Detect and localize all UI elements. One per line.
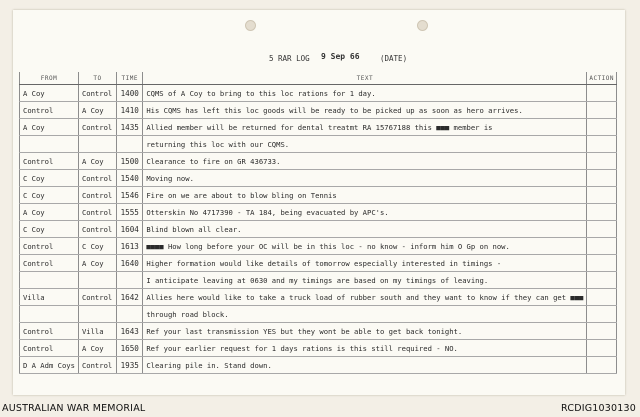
cell-text: Fire on we are about to blow bling on Tennis (143, 187, 587, 204)
cell-time (117, 272, 143, 289)
cell-to: Control (78, 187, 116, 204)
cell-to: A Coy (78, 255, 116, 272)
cell-action (587, 170, 617, 187)
log-table (19, 72, 617, 374)
cell-text: Allied member will be returned for dental treatmt RA 15767188 this ■■■ member is (143, 119, 587, 136)
cell-from: Villa (20, 289, 79, 306)
table-row (20, 221, 617, 238)
cell-to (78, 136, 116, 153)
column-header-from: FROM (20, 72, 79, 85)
cell-to (78, 306, 116, 323)
cell-text: His CQMS has left this loc goods will be ready to be picked up as soon as hero arrives. (143, 102, 587, 119)
cell-time (117, 136, 143, 153)
log-table-header-row (20, 72, 617, 85)
cell-action (587, 340, 617, 357)
cell-action (587, 238, 617, 255)
cell-time: 1555 (117, 204, 143, 221)
cell-action (587, 119, 617, 136)
column-header-text: TEXT (143, 72, 587, 85)
cell-text: ■■■■ How long before your OC will be in this loc - no know - inform him O Gp on now. (143, 238, 587, 255)
log-sheet (13, 10, 625, 395)
cell-from (20, 272, 79, 289)
cell-action (587, 357, 617, 374)
cell-to: Control (78, 119, 116, 136)
table-row (20, 357, 617, 374)
cell-from: D A Adm Coys (20, 357, 79, 374)
cell-time: 1546 (117, 187, 143, 204)
cell-time: 1613 (117, 238, 143, 255)
cell-from (20, 306, 79, 323)
cell-time: 1500 (117, 153, 143, 170)
cell-from: Control (20, 102, 79, 119)
cell-text: I anticipate leaving at 0630 and my timings are based on my timings of leaving. (143, 272, 587, 289)
cell-from: C Coy (20, 221, 79, 238)
cell-to: C Coy (78, 238, 116, 255)
cell-from: Control (20, 255, 79, 272)
cell-from: A Coy (20, 119, 79, 136)
log-title: 5 RAR LOG (269, 54, 310, 63)
cell-from: Control (20, 238, 79, 255)
cell-action (587, 85, 617, 102)
cell-action (587, 289, 617, 306)
cell-time: 1435 (117, 119, 143, 136)
table-row (20, 170, 617, 187)
cell-time: 1642 (117, 289, 143, 306)
cell-text: Clearing pile in. Stand down. (143, 357, 587, 374)
cell-from (20, 136, 79, 153)
cell-text: through road block. (143, 306, 587, 323)
cell-action (587, 153, 617, 170)
table-row (20, 238, 617, 255)
cell-action (587, 187, 617, 204)
footer-archive-name: AUSTRALIAN WAR MEMORIAL (2, 403, 146, 414)
column-header-to: TO (78, 72, 116, 85)
cell-text: Blind blown all clear. (143, 221, 587, 238)
cell-to: Control (78, 204, 116, 221)
cell-from: Control (20, 323, 79, 340)
table-row (20, 85, 617, 102)
cell-to: A Coy (78, 340, 116, 357)
table-row (20, 136, 617, 153)
cell-time: 1935 (117, 357, 143, 374)
cell-from: A Coy (20, 85, 79, 102)
cell-to: Control (78, 85, 116, 102)
cell-time: 1650 (117, 340, 143, 357)
cell-action (587, 136, 617, 153)
cell-from: Control (20, 153, 79, 170)
cell-text: Ref your last transmission YES but they wont be able to get back tonight. (143, 323, 587, 340)
cell-time: 1604 (117, 221, 143, 238)
cell-text: returning this loc with our CQMS. (143, 136, 587, 153)
table-row (20, 289, 617, 306)
log-table-body (20, 85, 617, 374)
cell-time (117, 306, 143, 323)
punch-hole-left (245, 20, 256, 31)
cell-time: 1400 (117, 85, 143, 102)
cell-from: Control (20, 340, 79, 357)
log-date: 9 Sep 66 (321, 52, 360, 61)
cell-to (78, 272, 116, 289)
cell-to: Control (78, 289, 116, 306)
cell-action (587, 204, 617, 221)
table-row (20, 153, 617, 170)
cell-time: 1640 (117, 255, 143, 272)
footer-record-id: RCDIG1030130 (561, 403, 636, 414)
cell-text: Higher formation would like details of tomorrow especially interested in timings - (143, 255, 587, 272)
cell-text: Ref your earlier request for 1 days rations is this still required - NO. (143, 340, 587, 357)
cell-action (587, 323, 617, 340)
cell-to: Control (78, 221, 116, 238)
punch-hole-right (417, 20, 428, 31)
cell-from: C Coy (20, 187, 79, 204)
table-row (20, 272, 617, 289)
cell-to: Control (78, 170, 116, 187)
cell-action (587, 255, 617, 272)
date-label: (DATE) (380, 54, 408, 63)
cell-time: 1643 (117, 323, 143, 340)
cell-to: A Coy (78, 102, 116, 119)
cell-text: Allies here would like to take a truck load of rubber south and they want to know if they can get ■■■ (143, 289, 587, 306)
cell-to: A Coy (78, 153, 116, 170)
table-row (20, 255, 617, 272)
table-row (20, 340, 617, 357)
table-row (20, 119, 617, 136)
cell-text: CQMS of A Coy to bring to this loc rations for 1 day. (143, 85, 587, 102)
column-header-action: ACTION (587, 72, 617, 85)
cell-text: Clearance to fire on GR 436733. (143, 153, 587, 170)
cell-to: Villa (78, 323, 116, 340)
cell-action (587, 272, 617, 289)
cell-from: A Coy (20, 204, 79, 221)
cell-text: Otterskin No 4717390 - TA 184, being evacuated by APC's. (143, 204, 587, 221)
cell-to: Control (78, 357, 116, 374)
cell-action (587, 306, 617, 323)
cell-time: 1540 (117, 170, 143, 187)
table-row (20, 187, 617, 204)
cell-from: C Coy (20, 170, 79, 187)
cell-action (587, 102, 617, 119)
table-row (20, 306, 617, 323)
cell-text: Moving now. (143, 170, 587, 187)
cell-time: 1410 (117, 102, 143, 119)
table-row (20, 204, 617, 221)
table-row (20, 102, 617, 119)
table-row (20, 323, 617, 340)
cell-action (587, 221, 617, 238)
column-header-time: TIME (117, 72, 143, 85)
